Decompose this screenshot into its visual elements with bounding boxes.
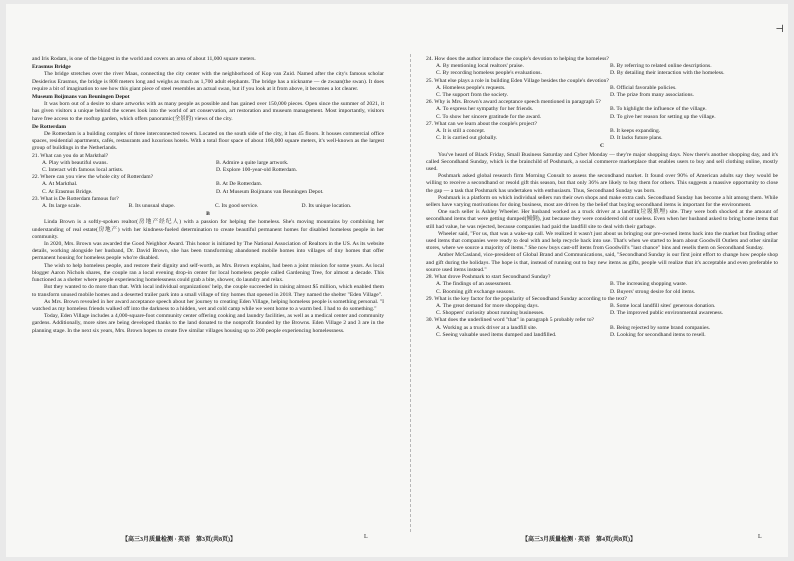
option: A. By mentioning local realtors' praise. [436,63,524,70]
option: C. Interact with famous local artists. [42,167,124,174]
heading-erasmus: Erasmus Bridge [32,64,71,71]
question-21: 21. What can you do at Markthal? [32,152,109,159]
option: C. Booming gift exchange seasons. [436,288,515,295]
left-page-footer: 【高三3月质量检测 · 英语 第3页(共8页)】 [122,537,236,543]
option: C. At Erasmus Bridge. [42,188,93,195]
section-b-label: B [206,211,210,218]
b-paragraph-6: Today, Eden Village includes a 4,000-square-foot community center offering cooking and laundry facilities, as well as a medical center and community gardens. Additionally, more sites are being developed thanks to the land donated to the nonprofit founded by the Browns. Eden Village 2 and 3 are in the planning stage. In the next six years, Mrs. Brown hopes to create five similar villages housing up to 200 people experiencing homelessness. [32,313,384,334]
question-29: 29. What is the key factor for the popularity of Secondhand Sunday according to the text? [426,295,627,302]
b-paragraph-3: The wish to help homeless people, and restore their dignity and self-worth, as Mrs. Brown explains, had been a joint mission for some years. As local blogger Aaron Nichols shares, the couple ran a local evening drop-in center for local homeless people called Gardening Tree, for almost a decade. This functioned as a shelter where people experiencing homelessness could grab a bite, shower, do laundry and relax. [32,262,384,284]
option: B. At De Rotterdam. [216,181,263,188]
option: B. To highlight the influence of the village. [610,106,707,113]
museum-paragraph: It was born out of a desire to share artworks with as many people as possible and has gained over 150,000 pieces. Open since the summer of 2021, it has given visitors a unique behind the scenes look into the world of art conservation, art restoration and museum management. Most importantly, visitors have free access to the rooftop garden, which offers panoramic(全景的) views of the city. [32,101,384,122]
question-27: 27. What can we learn about the couple's project? [426,120,538,127]
option: D. Its unique location. [301,203,352,210]
question-28-options [426,281,778,295]
option: A. The great demand for more shopping days. [436,302,539,309]
option: B. Admire a quite large artwork. [216,159,289,166]
c-paragraph-4: One such seller is Ashley Wheeler. Her husband worked as a truck driver at a landfill(垃圾填埋) site. They were both shocked at the amount of secondhand items that were getting dumped(倾倒), just because they were considered old or useless. Even when her husband asked to bring home items that still had value, he was rejected, because companies had paid the landfill site to deal with their garbage. [426,209,778,230]
option: B. The increasing shopping waste. [610,281,687,288]
question-30-options [426,325,778,339]
option: D. Looking for secondhand items to resell. [610,331,706,338]
right-page-footer: 【高三3月质量检测 · 英语 第4页(共8页)】 [522,537,636,543]
option: A. Its large scale. [42,203,81,210]
question-29-options [426,303,778,317]
option: D. At Museum Boijmans van Beuningen Depot. [216,188,324,195]
heading-rotterdam: De Rotterdam [32,123,67,130]
option: A. At Markthal. [42,181,78,188]
c-paragraph-1: You've heard of Black Friday, Small Business Saturday and Cyber Monday — they're major shopping days. Now there's another shopping day, and it's called Secondhand Sunday, which is the brainchild of Poshmark, a social commerce marketplace that enables users to buy and sell clothing online, mostly used. [426,151,778,173]
heading-museum: Museum Boijmans van Beuningen Depot [32,94,130,101]
b-paragraph-4: But they wanted to do more than that. With local individual organizations' help, the couple succeeded in raising almost $5 million, which enabled them to transform unused mobile homes and a deserted trailer park into a small village of tiny homes that opened in 2018. They named the shelter "Eden Village". [32,284,384,298]
question-22: 22. Where can you view the whole city of Rotterdam? [32,174,154,181]
option: B. Being rejected by some brand companies. [610,324,711,331]
question-23-options [32,203,384,210]
option: D. It lacks future plans. [610,135,663,142]
option: C. By recording homeless people's evaluations. [436,70,542,77]
option: B. It keeps expanding. [610,128,661,135]
option: A. To express her sympathy for her friends. [436,106,534,113]
question-26-options [426,106,778,120]
binding-edge-mark: ⊣ [775,24,784,35]
option: B. Its unusual shape. [128,203,175,210]
option: A. Working as a truck driver at a landfill site. [436,324,538,331]
option: D. Explore 100-year-old Rotterdam. [216,167,298,174]
option: C. Its good service. [215,203,259,210]
option: D. The improved public environmental awareness. [610,310,724,317]
c-paragraph-3: Poshmark is a platform on which individual sellers run their own shops and make extra cash. Secondhand Sunday has become a hit among them. While sellers have varying motivations for doing business, most are driven by the belief that buying secondhand items is important for the environment. [426,194,778,209]
option: B. Official favorable policies. [610,84,677,91]
option: C. Seeing valuable used items dumped and landfilled. [436,331,557,338]
left-column [32,56,384,526]
left-page-mark: L [364,534,368,540]
option: A. Play with beautiful swans. [42,159,108,166]
question-22-options [32,181,384,195]
c-paragraph-2: Poshmark asked global research firm Morning Consult to assess the secondhand market. It found over 90% of American adults say they would be willing to receive a secondhand or resold gift this season, but that only 36% are likely to buy them for others. This suggests a massive opportunity to close the gap — a task that Poshmark has undertaken with enthusiasm. Thus, Secondhand Sunday was born. [426,173,778,194]
option: A. The findings of an assessment. [436,281,512,288]
option: D. By detailing their interaction with the homeless. [610,70,725,77]
question-27-options [426,128,778,142]
option: A. It is still a concept. [436,128,486,135]
option: D. The prize from many associations. [610,92,694,99]
option: A. Homeless people's requests. [436,84,506,91]
option: C. It is carried out globally. [436,135,498,142]
option: D. To give her reason for setting up the village. [610,113,716,120]
c-paragraph-6: Amber McCasland, vice-president of Global Brand and Communications, said, "Secondhand Sunday is our first joint effort to change how people shop and gift during the holidays. The hope is that, instead of running out to buy new items as gifts, people will realize that it's acceptable and even preferable to source used items instead." [426,252,778,273]
c-paragraph-5: Wheeler said, "For us, that was a wake-up call. We realized it wasn't just about us bringing our pre-owned items back into the market but finding other used items that companies were ready to deal with and help recycle back into use. That's when we started to learn about Goodwill Outlets and other similar stores, where we source a majority of items." She now buys cast-off items from Goodwill's "last chance" bins and resells them on Secondhand Sunday. [426,230,778,252]
right-column [426,56,778,526]
question-21-options [32,160,384,174]
option: D. Buyers' strong desire for old items. [610,288,696,295]
intro-text: and Iris Rodam, is one of the biggest in the world and covers an area of about 11,000 square meters. [32,56,256,62]
right-page-mark: L [758,534,762,540]
question-24: 24. How does the author introduce the couple's devotion to helping the homeless? [426,56,609,62]
b-paragraph-2: In 2020, Mrs. Brown was awarded the Good Neighbor Award. This honor is initiated by The National Association of Realtors in the US. As its website details, working alongside her husband, Dr. David Brown, she has been transforming abandoned mobile homes into villages of tiny homes that offer permanent housing for homeless people who're disabled. [32,241,384,262]
option: C. Shoppers' curiosity about running businesses. [436,310,545,317]
erasmus-paragraph: The bridge stretches over the river Maas, connecting the city center with the neighborhood of Kop van Zuid. Named after the city's famous scholar Desiderius Erasmus, the bridge is 808 meters long and weighs as much as 1,700 adult elephants. The bridge has a nickname — de zwaan(the swan). It does require a bit of imagination to see how this giant piece of steel resembles an actual swan, but if you look at it from above, it becomes a lot clearer. [32,71,384,92]
option: C. The support from the society. [436,92,509,99]
exam-sheet [6,4,788,557]
question-28: 28. What drove Poshmark to start Secondhand Sunday? [426,274,551,281]
section-c-label: C [599,143,605,150]
question-25-options [426,85,778,99]
question-24-options [426,63,778,77]
b-paragraph-1: Linda Brown is a softly-spoken realtor(房地产经纪人) with a passion for helping the homeless. She's moving mountains by combining her understanding of real estate(房地产) with her kindness-fueled determination to create beautiful permanent homes for disabled homeless people in her community. [32,219,384,240]
option: C. To show her sincere gratitude for the award. [436,113,542,120]
column-divider [410,54,411,532]
b-paragraph-5: As Mrs. Brown revealed in her award acceptance speech about her journey to creating Eden Village, helping homeless people is something personal. "I watched as my homeless friends walked off into the darkness to a hidden, wet and cold camp while we went home to a warm bed. I had to do something." [32,298,384,312]
rotterdam-paragraph: De Rotterdam is a building complex of three interconnected towers. Located on the south side of the city, it has 45 floors. It houses commercial office spaces, residential apartments, cafés, restaurants and luxurious hotels. With a total floor space of about 160,000 square meters, it's well-known as the largest group of buildings in the Netherlands. [32,131,384,152]
question-30: 30. What does the underlined word "that" in paragraph 5 probably refer to? [426,317,595,324]
option: B. By referring to related online descriptions. [610,63,712,70]
question-25: 25. What else plays a role in building Eden Village besides the couple's devotion? [426,77,609,84]
question-23: 23. What is De Rotterdam famous for? [32,195,119,202]
question-26: 26. Why is Mrs. Brown's award acceptance speech mentioned in paragraph 5? [426,99,601,106]
option: B. Some local landfill sites' generous donation. [610,302,716,309]
